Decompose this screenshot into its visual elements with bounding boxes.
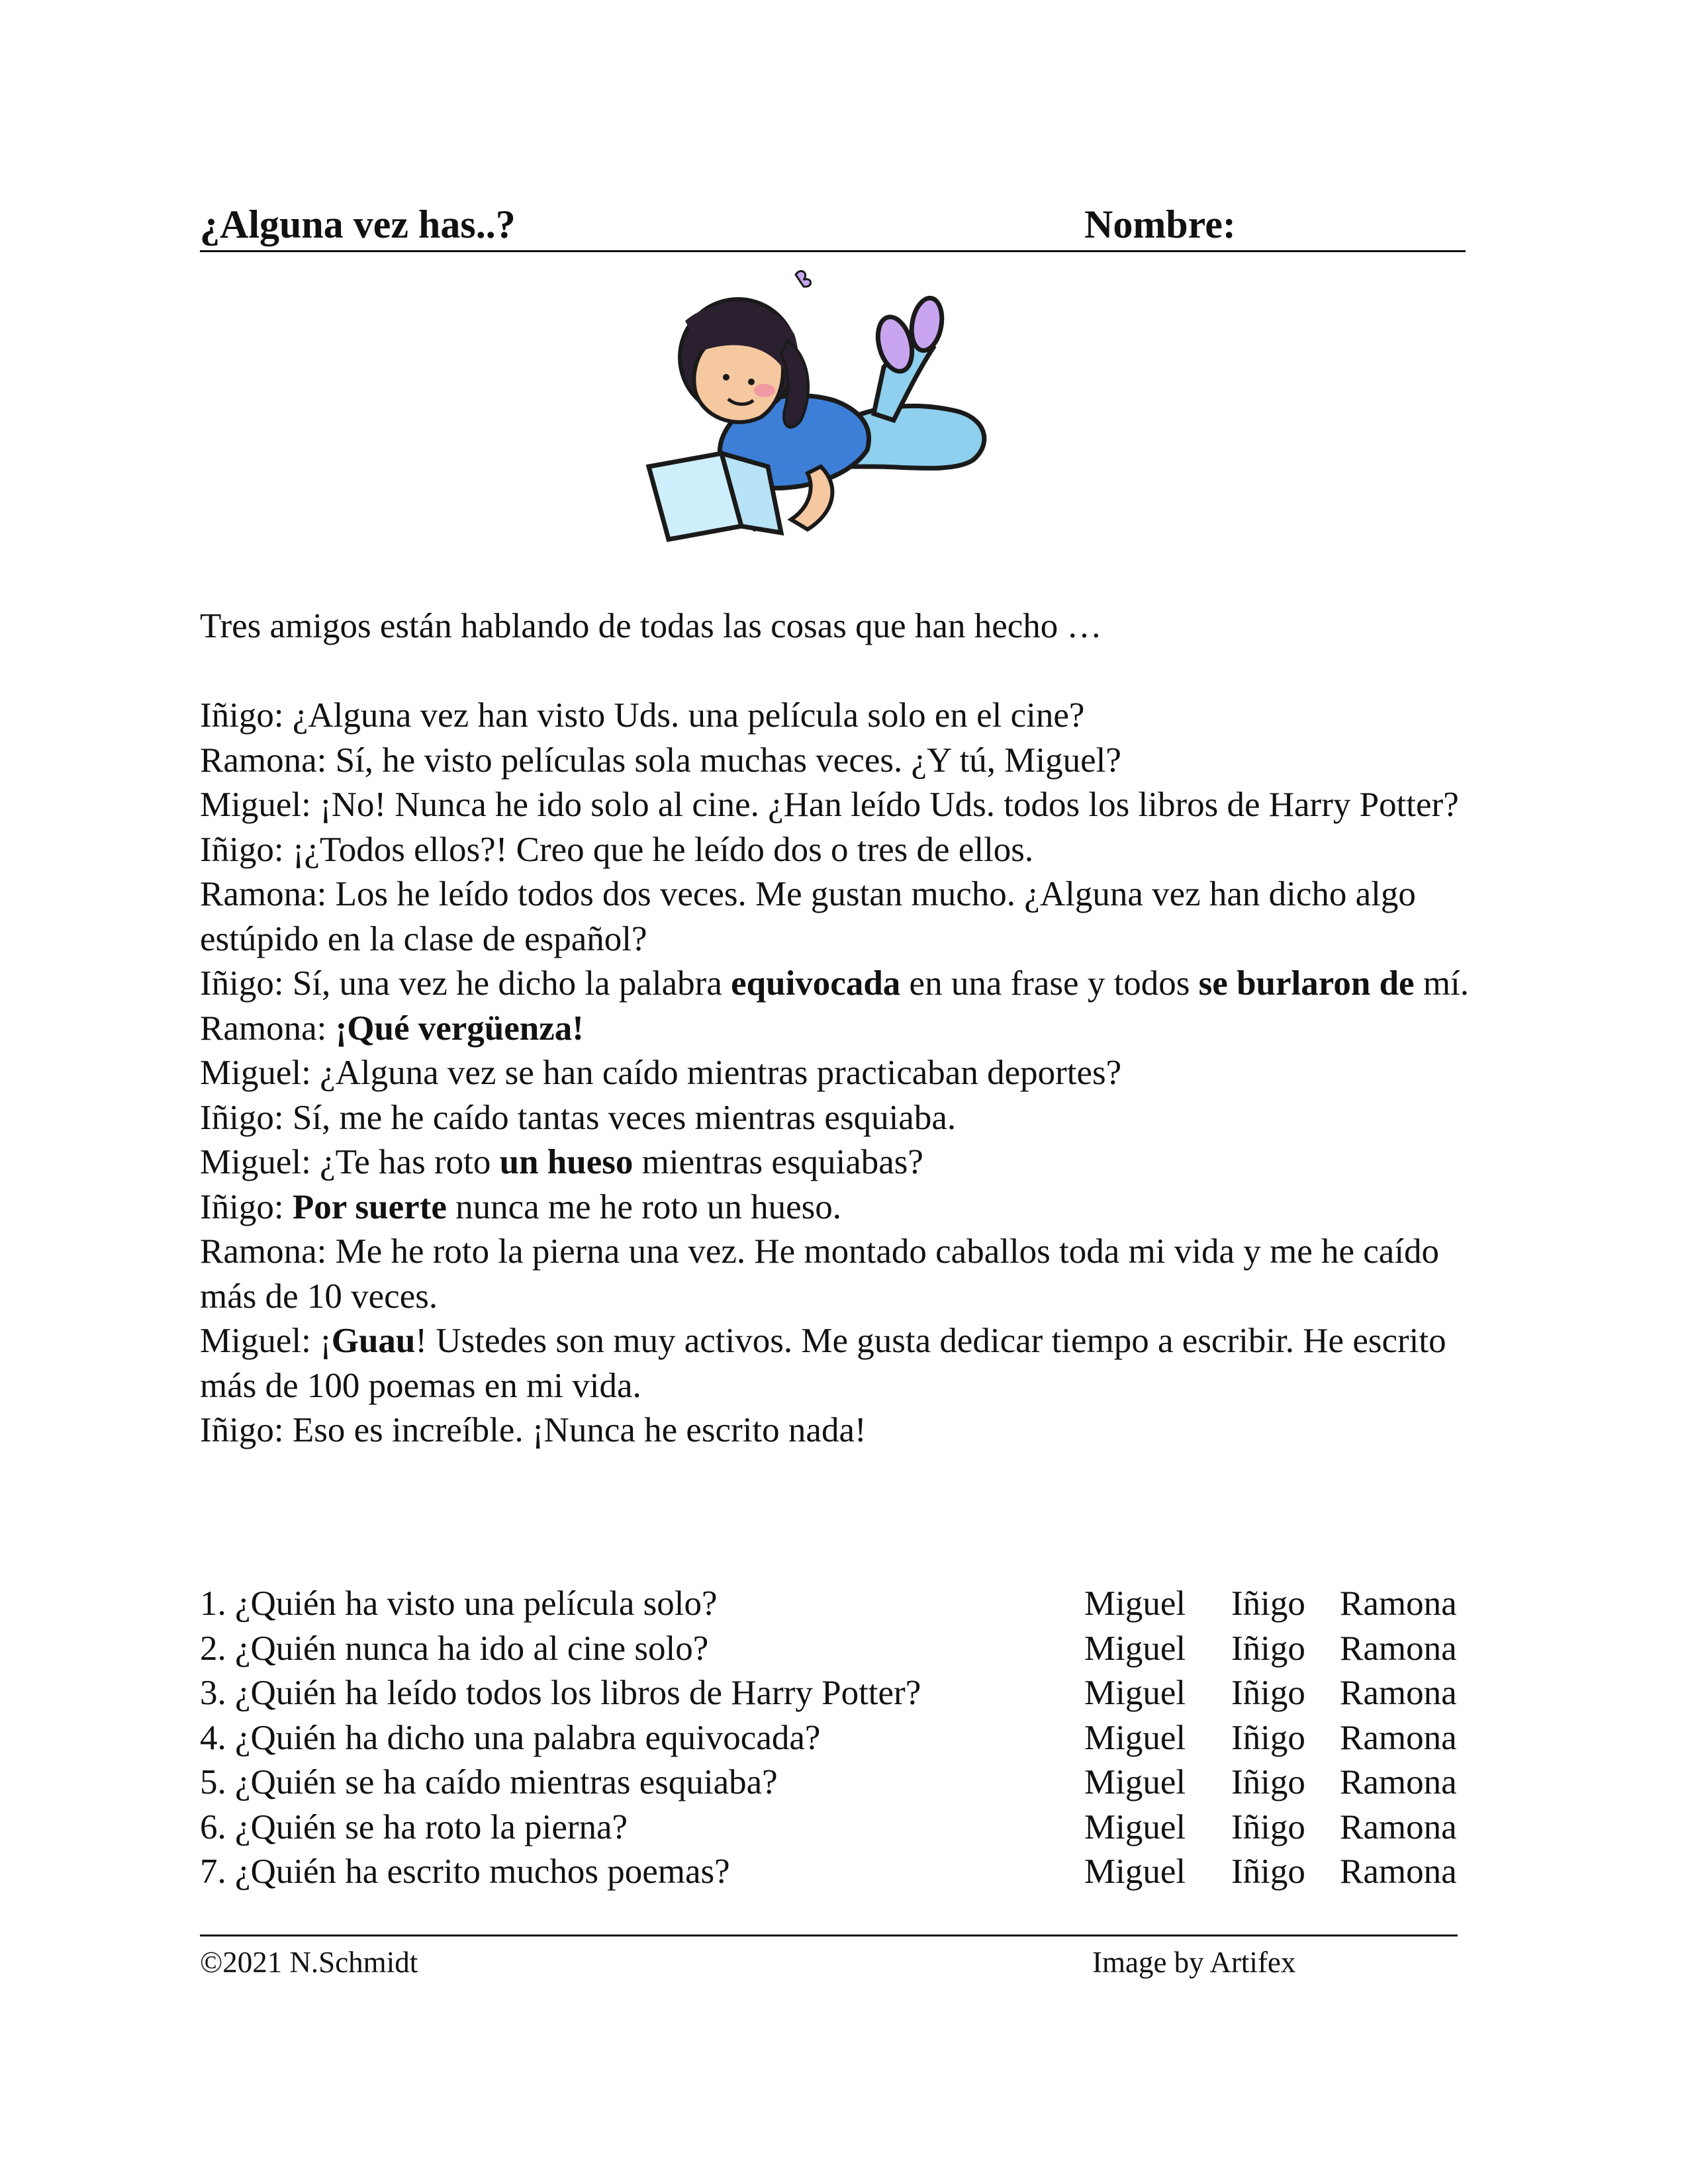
question-row	[200, 1627, 1477, 1672]
bold-term: Guau	[331, 1322, 416, 1360]
answer-option-miguel[interactable]: Miguel	[1084, 1852, 1186, 1891]
question-text: 6. ¿Quién se ha roto la pierna?	[200, 1807, 628, 1846]
answer-option-miguel[interactable]: Miguel	[1084, 1807, 1186, 1846]
dialogue-line: Iñigo: ¡¿Todos ellos?! Creo que he leído dos o tres de ellos.	[200, 830, 1034, 869]
answer-option-miguel[interactable]: Miguel	[1084, 1763, 1186, 1801]
question-row	[200, 1760, 1477, 1805]
intro-text: Tres amigos están hablando de todas las cosas que han hecho …	[200, 607, 1102, 645]
page-title: ¿Alguna vez has..?	[200, 203, 516, 246]
question-list	[200, 1582, 1477, 1895]
dialogue	[200, 694, 1511, 1453]
girl-reading-illustration	[622, 268, 993, 572]
dialogue-line: Iñigo: Sí, me he caído tantas veces mientras esquiaba.	[200, 1098, 957, 1137]
question-text: 2. ¿Quién nunca ha ido al cine solo?	[200, 1629, 709, 1668]
bold-term: equivocada	[731, 964, 901, 1003]
dialogue-line: Iñigo: Eso es increíble. ¡Nunca he escrito nada!	[200, 1411, 867, 1449]
bold-term: ¡Qué vergüenza!	[335, 1009, 584, 1048]
answer-option-inigo[interactable]: Iñigo	[1231, 1584, 1305, 1623]
answer-option-miguel[interactable]: Miguel	[1084, 1584, 1186, 1623]
answer-option-ramona[interactable]: Ramona	[1340, 1629, 1457, 1668]
question-row	[200, 1805, 1477, 1850]
answer-option-ramona[interactable]: Ramona	[1340, 1674, 1457, 1712]
question-row	[200, 1716, 1477, 1761]
dialogue-line: Iñigo: Por suerte nunca me he roto un hueso.	[200, 1187, 841, 1226]
question-text: 3. ¿Quién ha leído todos los libros de Harry Potter?	[200, 1674, 921, 1712]
question-row	[200, 1850, 1477, 1895]
answer-option-miguel[interactable]: Miguel	[1084, 1674, 1186, 1712]
answer-option-ramona[interactable]: Ramona	[1340, 1763, 1457, 1801]
header	[200, 199, 1466, 252]
dialogue-line: Miguel: ¡No! Nunca he ido solo al cine. ¿Han leído Uds. todos los libros de Harry Potter?	[200, 786, 1459, 824]
bold-term: un hueso	[499, 1143, 633, 1181]
answer-option-inigo[interactable]: Iñigo	[1231, 1807, 1305, 1846]
answer-option-ramona[interactable]: Ramona	[1340, 1718, 1457, 1757]
footer-copyright: ©2021 N.Schmidt	[200, 1946, 418, 1979]
answer-option-inigo[interactable]: Iñigo	[1231, 1852, 1305, 1891]
answer-option-inigo[interactable]: Iñigo	[1231, 1763, 1305, 1801]
answer-option-inigo[interactable]: Iñigo	[1231, 1629, 1305, 1668]
bold-term: se burlaron de	[1198, 964, 1415, 1003]
answer-option-ramona[interactable]: Ramona	[1340, 1807, 1457, 1846]
bold-term: Por suerte	[292, 1187, 447, 1226]
dialogue-line: Ramona: ¡Qué vergüenza!	[200, 1009, 584, 1048]
answer-option-ramona[interactable]: Ramona	[1340, 1852, 1457, 1891]
dialogue-line: Miguel: ¿Alguna vez se han caído mientras practicaban deportes?	[200, 1054, 1122, 1092]
answer-option-inigo[interactable]: Iñigo	[1231, 1674, 1305, 1712]
dialogue-line: Ramona: Sí, he visto películas sola muchas veces. ¿Y tú, Miguel?	[200, 741, 1121, 780]
dialogue-line: Miguel: ¿Te has roto un hueso mientras esquiabas?	[200, 1143, 923, 1181]
question-text: 4. ¿Quién ha dicho una palabra equivocada?	[200, 1718, 821, 1757]
answer-option-miguel[interactable]: Miguel	[1084, 1629, 1186, 1668]
question-row	[200, 1671, 1477, 1716]
dialogue-line: Iñigo: Sí, una vez he dicho la palabra equivocada en una frase y todos se burlaron de mí.	[200, 964, 1470, 1003]
dialogue-line: Ramona: Me he roto la pierna una vez. He montado caballos toda mi vida y me he caído más de 10 veces.	[200, 1232, 1440, 1316]
question-text: 7. ¿Quién ha escrito muchos poemas?	[200, 1852, 730, 1891]
footer-image-credit: Image by Artifex	[1092, 1946, 1296, 1979]
question-row	[200, 1582, 1477, 1627]
answer-option-miguel[interactable]: Miguel	[1084, 1718, 1186, 1757]
dialogue-line: Iñigo: ¿Alguna vez han visto Uds. una película solo en el cine?	[200, 696, 1085, 735]
answer-option-ramona[interactable]: Ramona	[1340, 1584, 1457, 1623]
answer-option-inigo[interactable]: Iñigo	[1231, 1718, 1305, 1757]
dialogue-line: Miguel: ¡Guau! Ustedes son muy activos. Me gusta dedicar tiempo a escribir. He escrito más de 100 poemas en mi vida.	[200, 1322, 1446, 1405]
footer-divider	[200, 1934, 1458, 1936]
dialogue-line: Ramona: Los he leído todos dos veces. Me gustan mucho. ¿Alguna vez han dicho algo estúpido en la clase de español?	[200, 875, 1416, 958]
name-field-label: Nombre:	[1084, 203, 1236, 246]
question-text: 1. ¿Quién ha visto una película solo?	[200, 1584, 718, 1623]
question-text: 5. ¿Quién se ha caído mientras esquiaba?	[200, 1763, 778, 1801]
